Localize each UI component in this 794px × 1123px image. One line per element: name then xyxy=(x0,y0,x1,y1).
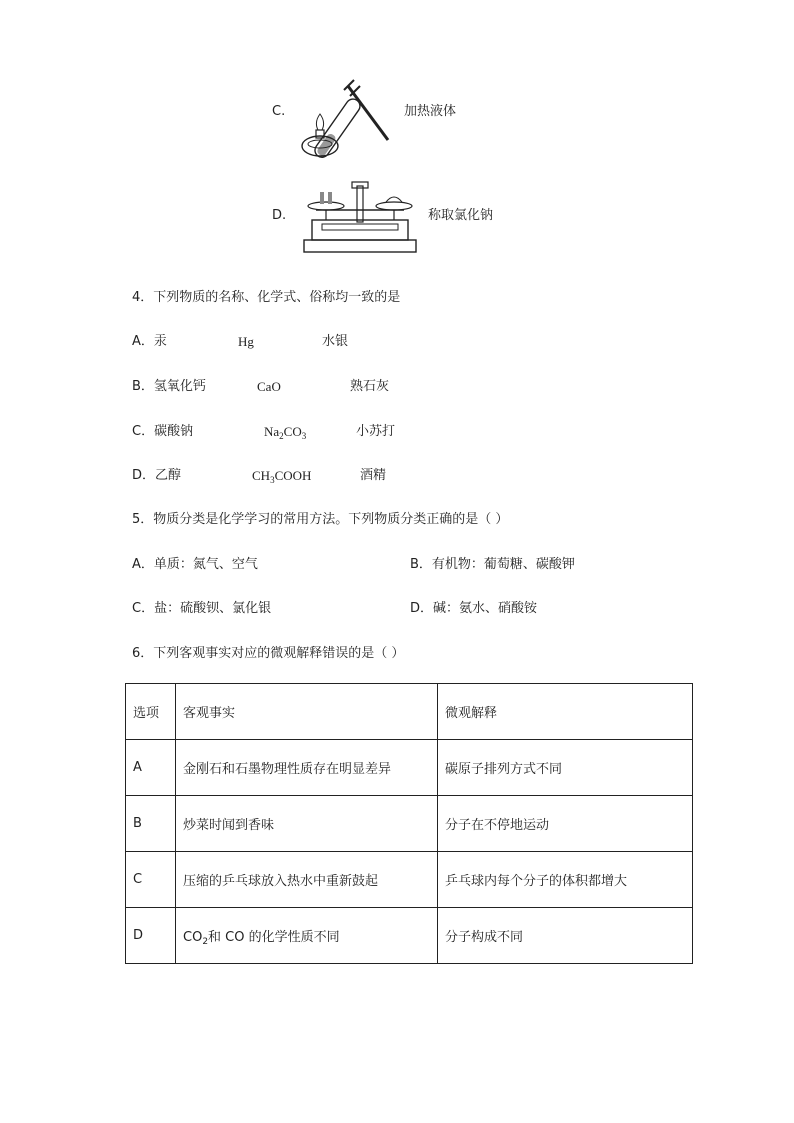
q4-option-a-formula: Hg xyxy=(238,334,254,349)
q5-option-b: B．有机物：葡萄糖、碳酸钾 xyxy=(410,557,575,572)
row-explanation: 分子在不停地运动 xyxy=(438,796,693,852)
row-explanation: 乒乓球内每个分子的体积都增大 xyxy=(438,852,693,908)
balance-scale-illustration xyxy=(302,180,420,256)
table-header-row xyxy=(126,684,693,740)
q6-table xyxy=(125,683,693,964)
table-row xyxy=(126,908,693,964)
q5-stem: 5．物质分类是化学学习的常用方法。下列物质分类正确的是（ ） xyxy=(132,512,509,527)
table-row xyxy=(126,796,693,852)
row-option: D xyxy=(126,908,176,964)
q4-option-d-formula: $CH_3COOH$ xyxy=(252,468,312,485)
q4-option-a-common: 水银 xyxy=(322,334,349,349)
option-c-caption: 加热液体 xyxy=(404,104,457,119)
row-fact: 炒菜时闻到香味 xyxy=(176,796,438,852)
heating-liquid-illustration xyxy=(296,72,396,162)
row-fact: 金刚石和石墨物理性质存在明显差异 xyxy=(176,740,438,796)
row-fact: 压缩的乒乓球放入热水中重新鼓起 xyxy=(176,852,438,908)
option-c-letter: C. xyxy=(272,104,286,119)
q4-option-d-common: 酒精 xyxy=(360,468,387,483)
q4-stem: 4．下列物质的名称、化学式、俗称均一致的是 xyxy=(132,290,401,305)
q4-option-c-formula: $Na_2CO_3$ xyxy=(264,424,307,441)
q5-option-a: A．单质：氮气、空气 xyxy=(132,557,258,572)
row-option: B xyxy=(126,796,176,852)
header-fact: 客观事实 xyxy=(176,684,438,740)
q4-option-d-label: D．乙醇 xyxy=(132,468,182,483)
option-d-letter: D. xyxy=(272,208,287,223)
row-fact: $CO_2$和 CO 的化学性质不同 xyxy=(176,908,438,964)
q4-option-b-common: 熟石灰 xyxy=(350,379,390,394)
q4-option-a-label: A．汞 xyxy=(132,334,167,349)
table-row xyxy=(126,740,693,796)
row-explanation: 分子构成不同 xyxy=(438,908,693,964)
q5-option-d: D．碱：氨水、硝酸铵 xyxy=(410,601,538,616)
q4-option-c-label: C．碳酸钠 xyxy=(132,424,194,439)
q4-option-b-formula: CaO xyxy=(257,379,281,394)
header-explanation: 微观解释 xyxy=(438,684,693,740)
option-d-caption: 称取氯化钠 xyxy=(428,208,494,223)
row-option: C xyxy=(126,852,176,908)
row-option: A xyxy=(126,740,176,796)
table-row xyxy=(126,852,693,908)
q6-stem: 6．下列客观事实对应的微观解释错误的是（ ） xyxy=(132,646,405,661)
q4-option-c-common: 小苏打 xyxy=(356,424,396,439)
header-option: 选项 xyxy=(126,684,176,740)
q4-option-b-label: B．氢氧化钙 xyxy=(132,379,206,394)
row-explanation: 碳原子排列方式不同 xyxy=(438,740,693,796)
q5-option-c: C．盐：硫酸钡、氯化银 xyxy=(132,601,272,616)
